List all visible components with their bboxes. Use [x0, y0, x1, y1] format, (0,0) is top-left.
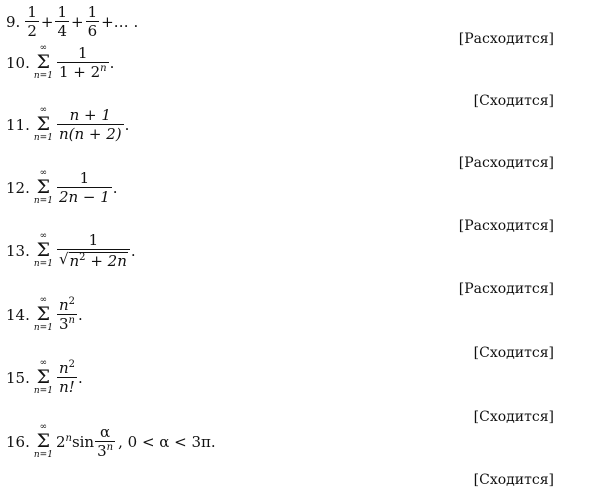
- numerator-base: n: [58, 358, 69, 377]
- fraction: [57, 170, 112, 205]
- exponent: n: [106, 442, 114, 453]
- square-root: [59, 252, 128, 270]
- exponent: 2: [68, 358, 75, 370]
- series-tail: +… .: [101, 12, 139, 31]
- radicand: [69, 252, 128, 270]
- answer-14: [Сходится]: [473, 345, 554, 361]
- numerator-base: n: [58, 295, 69, 314]
- fraction: [95, 424, 115, 459]
- denominator: n(n + 2): [58, 125, 122, 143]
- denominator-base: 1 + 2: [58, 63, 101, 81]
- fraction: [57, 297, 77, 332]
- answer-11: [Расходится]: [458, 155, 554, 171]
- problem-number: 13.: [6, 241, 30, 260]
- numerator: 1: [57, 3, 67, 21]
- sin-function: sin: [71, 432, 95, 451]
- exponent: 2: [79, 252, 86, 264]
- sum-upper-limit: ∞: [39, 105, 48, 115]
- sum-lower-limit: n=1: [33, 196, 53, 206]
- denominator: 2n − 1: [58, 188, 110, 206]
- exponent: n: [65, 432, 72, 444]
- sum-operator: [34, 106, 53, 143]
- sum-lower-limit: n=1: [33, 450, 53, 460]
- problem-10: [6, 44, 114, 81]
- denominator-base: 3: [97, 442, 107, 460]
- answer-10: [Сходится]: [473, 93, 554, 109]
- exponent: n: [68, 315, 75, 326]
- answer-12: [Расходится]: [458, 218, 554, 234]
- numerator: 1: [88, 231, 99, 249]
- numerator: 1: [27, 3, 37, 21]
- denominator: [57, 314, 77, 332]
- problem-14: [6, 296, 83, 333]
- sum-operator: [34, 359, 53, 396]
- radicand-base: n: [69, 252, 80, 271]
- fraction: [57, 107, 124, 142]
- numerator: n + 1: [69, 105, 111, 124]
- sigma-symbol: Σ: [36, 366, 51, 388]
- sigma-symbol: Σ: [36, 303, 51, 325]
- plus-sign: +: [40, 12, 54, 31]
- problem-number: 15.: [6, 368, 30, 387]
- denominator-base: 3: [58, 315, 69, 333]
- answer-13: [Расходится]: [458, 281, 554, 297]
- answer-9: [Расходится]: [458, 31, 554, 47]
- numerator: 1: [77, 43, 88, 62]
- period: .: [109, 53, 115, 72]
- problem-12: [6, 169, 118, 206]
- radicand-tail: + 2n: [85, 252, 127, 271]
- sum-operator: [34, 44, 53, 81]
- problem-9: [6, 4, 138, 39]
- prefix-base: 2: [55, 432, 66, 451]
- problem-16: [6, 423, 216, 460]
- problem-number: 10.: [6, 53, 30, 72]
- period: .: [77, 368, 83, 387]
- condition: , 0 < α < 3π.: [118, 432, 216, 451]
- period: .: [130, 241, 136, 260]
- fraction: [86, 4, 100, 39]
- sigma-symbol: Σ: [36, 51, 51, 73]
- problem-15: [6, 359, 83, 396]
- sum-operator: [34, 296, 53, 333]
- sigma-symbol: Σ: [36, 430, 51, 452]
- answer-16: [Сходится]: [473, 472, 554, 488]
- prefix-term: [56, 433, 72, 451]
- problem-number: 12.: [6, 178, 30, 197]
- sum-lower-limit: n=1: [33, 323, 53, 333]
- problem-number: 11.: [6, 115, 30, 134]
- sum-upper-limit: ∞: [39, 43, 48, 53]
- problem-number: 9.: [6, 12, 21, 31]
- period: .: [124, 115, 130, 134]
- fraction: [57, 360, 77, 395]
- sum-upper-limit: ∞: [39, 358, 48, 368]
- denominator: [57, 249, 130, 270]
- numerator: [57, 360, 77, 377]
- sigma-symbol: Σ: [36, 176, 51, 198]
- fraction: [55, 4, 69, 39]
- problem-number: 14.: [6, 305, 30, 324]
- sum-lower-limit: n=1: [33, 71, 53, 81]
- denominator: [95, 441, 115, 459]
- fraction: [57, 45, 109, 80]
- denominator: n!: [59, 378, 75, 396]
- sum-operator: [34, 232, 53, 269]
- numerator: [57, 297, 77, 314]
- problem-number: 16.: [6, 432, 30, 451]
- fraction: [25, 4, 39, 39]
- sum-upper-limit: ∞: [39, 295, 48, 305]
- numerator: 1: [79, 168, 90, 187]
- answer-15: [Сходится]: [473, 409, 554, 425]
- sum-upper-limit: ∞: [39, 422, 48, 432]
- period: .: [112, 178, 118, 197]
- denominator: [57, 62, 109, 80]
- problem-11: [6, 106, 129, 143]
- sum-operator: [34, 169, 53, 206]
- exponent: 2: [68, 295, 75, 307]
- fraction: [57, 232, 130, 270]
- numerator: 1: [87, 3, 98, 21]
- sum-lower-limit: n=1: [33, 133, 53, 143]
- sigma-symbol: Σ: [36, 239, 51, 262]
- sum-lower-limit: n=1: [33, 259, 53, 270]
- problem-13: [6, 232, 136, 270]
- sum-operator: [34, 423, 53, 460]
- plus-sign: +: [70, 12, 84, 31]
- denominator: 4: [57, 22, 67, 41]
- sum-upper-limit: ∞: [39, 168, 48, 178]
- radical-sign: √: [58, 250, 69, 269]
- period: .: [77, 305, 83, 324]
- exponent: n: [100, 63, 107, 74]
- sum-lower-limit: n=1: [33, 386, 53, 396]
- numerator: α: [100, 422, 111, 441]
- denominator: 6: [87, 22, 98, 41]
- sum-upper-limit: ∞: [39, 231, 48, 242]
- denominator: 2: [27, 22, 37, 41]
- sigma-symbol: Σ: [36, 113, 51, 135]
